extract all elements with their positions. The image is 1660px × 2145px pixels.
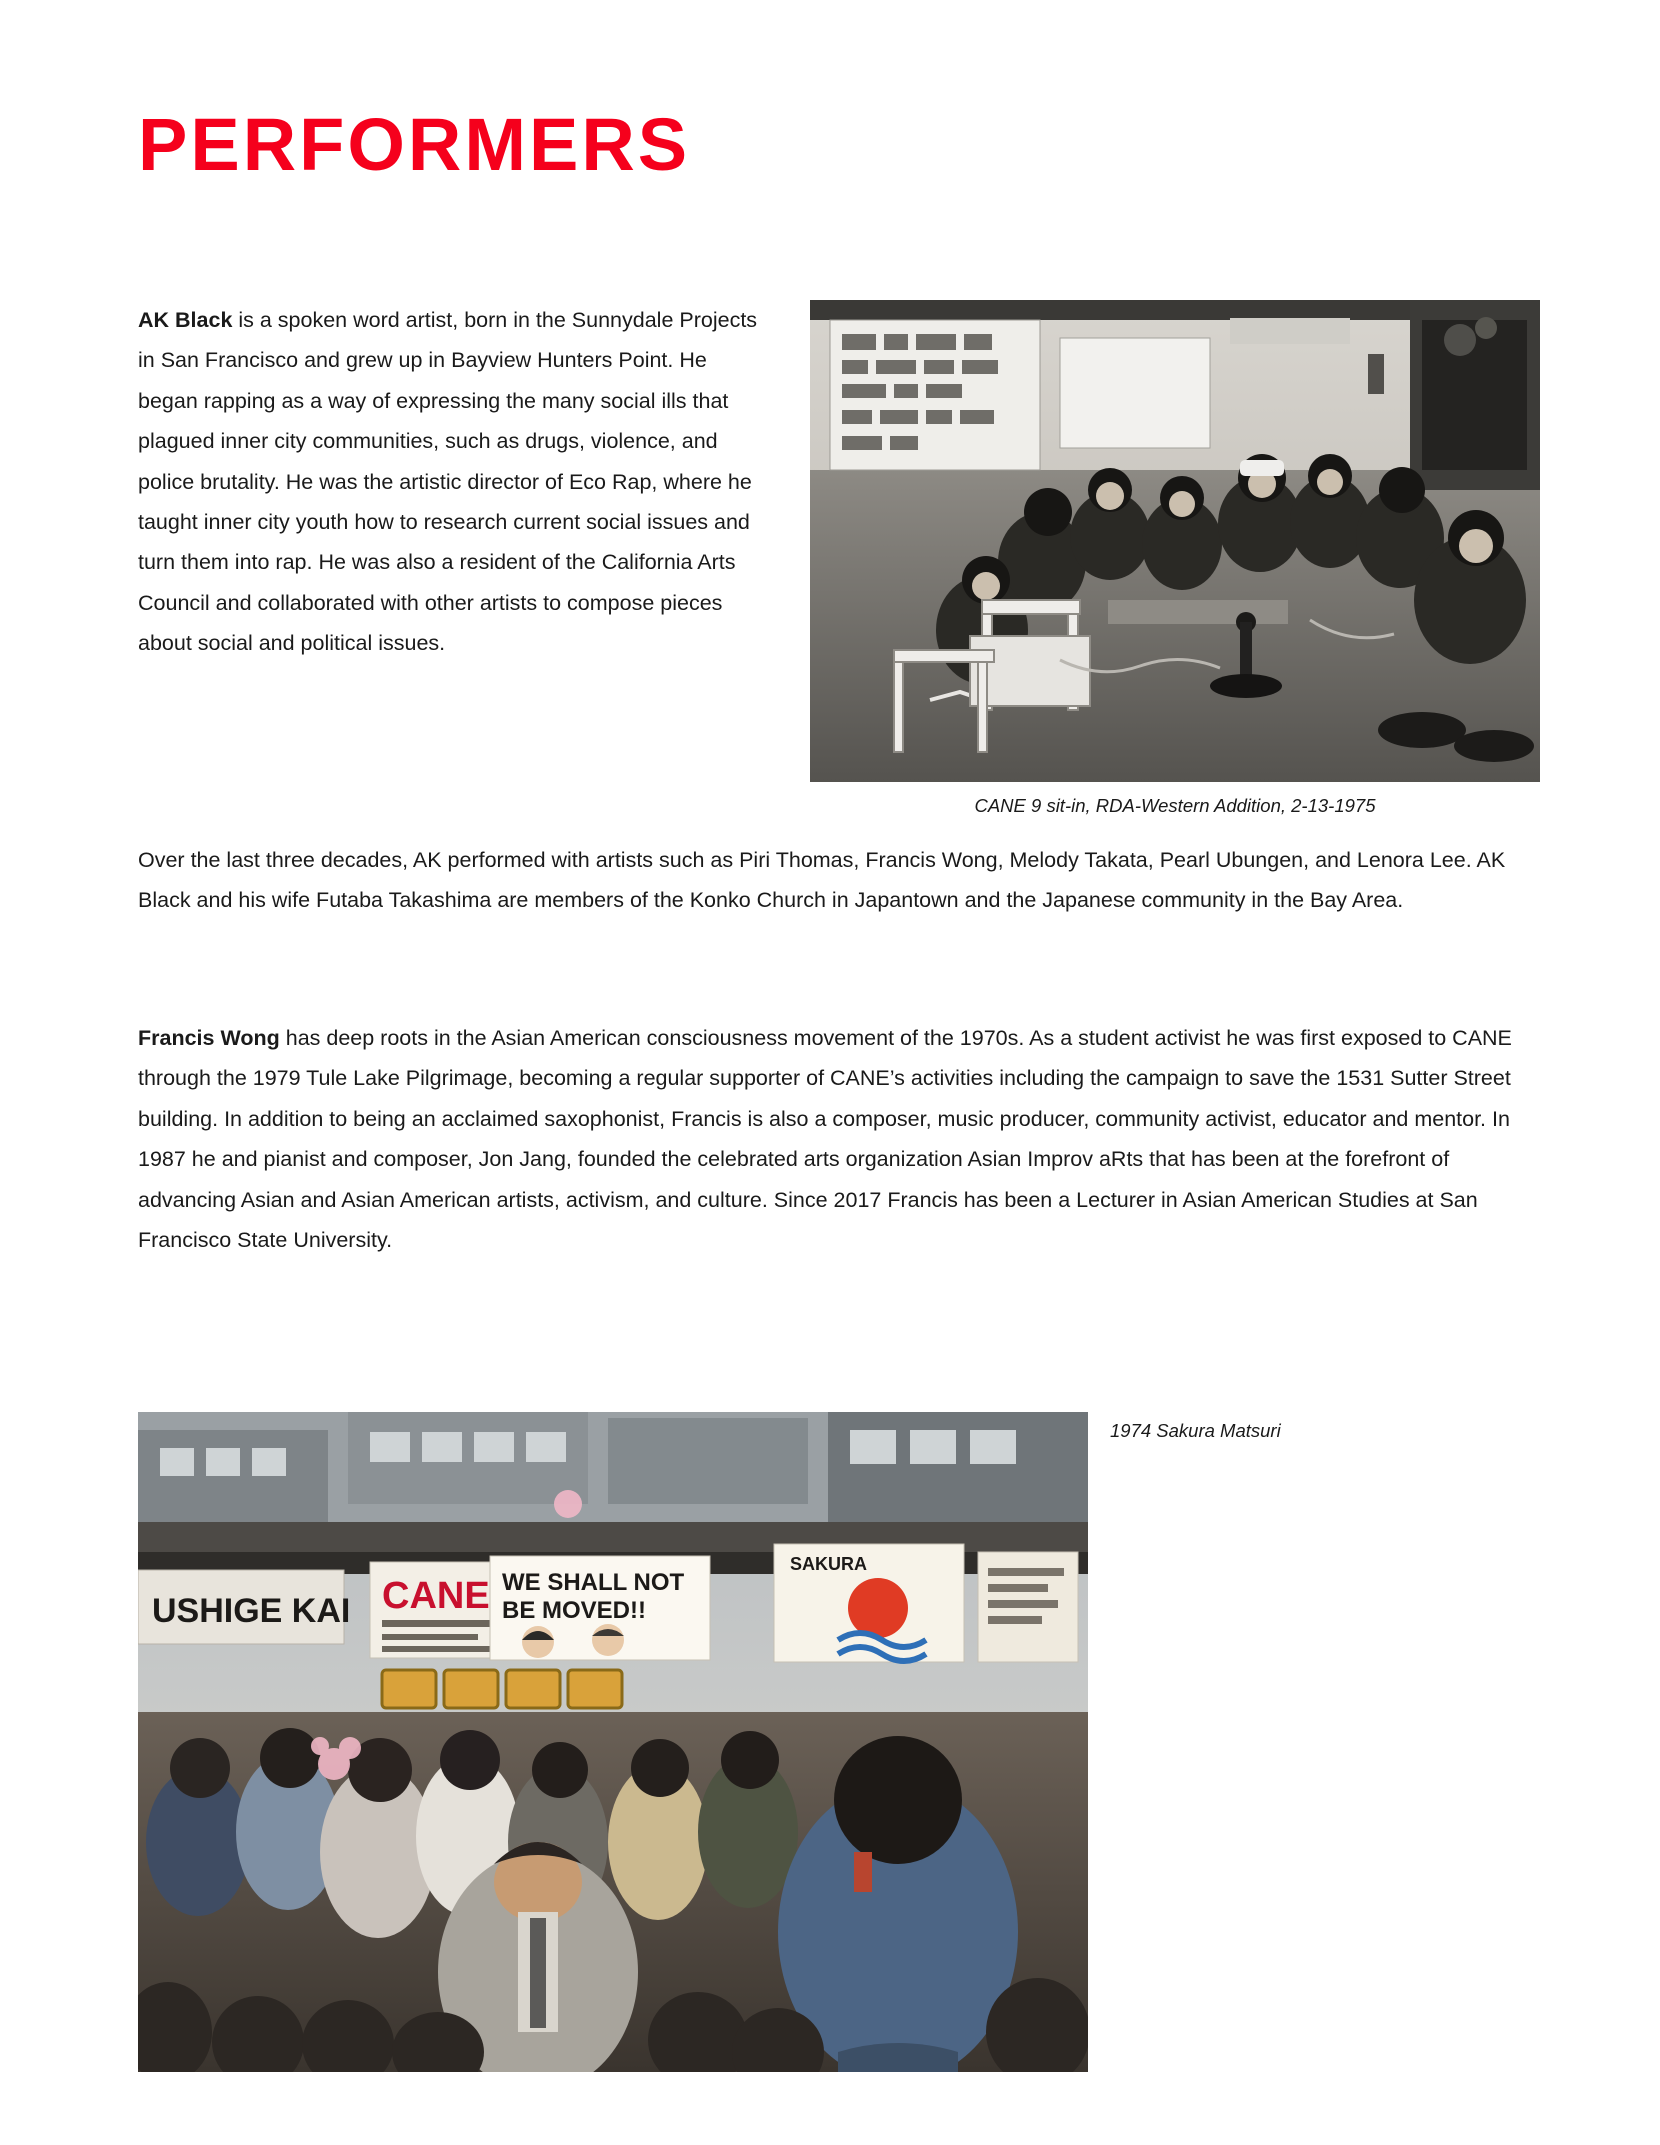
cane-9-sit-in-photo [810, 300, 1540, 782]
sakura-matsuri-caption: 1974 Sakura Matsuri [1110, 1420, 1281, 1441]
bio-francis-wong-body: has deep roots in the Asian American consciousness movement of the 1970s. As a student activist he was first exposed to CANE through the 1979 Tule Lake Pilgrimage, becoming a regular supporter of CANE’s activities including the campaign to save the 1531 Sutter Street building. In addition to being an acclaimed saxophonist, Francis is also a composer, music producer, community activist, educator and mentor. In 1987 he and pianist and composer, Jon Jang, founded the celebrated arts organization Asian Improv aRts that has been at the forefront of advancing Asian and Asian American artists, activism, and culture. Since 2017 Francis has been a Lecturer in Asian American Studies at San Francisco State University. [138, 1026, 1512, 1253]
svg-text:SAKURA: SAKURA [790, 1554, 868, 1574]
ak-black-paragraph-2: Over the last three decades, AK performed with artists such as Piri Thomas, Francis Wong, Melody Takata, Pearl Ubungen, and Lenora Lee. AK Black and his wife Futaba Takashima are members of the Konko Church in Japantown and the Japanese community in the Bay Area. [138, 848, 1506, 913]
bio-francis-wong-name: Francis Wong [138, 1026, 280, 1050]
bio-francis-wong-paragraph [138, 1018, 1528, 1260]
cane-9-sit-in-caption: CANE 9 sit-in, RDA-Western Addition, 2-13-1975 [974, 795, 1376, 816]
svg-text:BE MOVED!!: BE MOVED!! [502, 1597, 646, 1624]
sakura-matsuri-photo [138, 1412, 1088, 2072]
svg-text:WE SHALL NOT: WE SHALL NOT [502, 1569, 685, 1596]
bio-ak-black-paragraph [138, 300, 768, 664]
svg-text:CANE: CANE [382, 1575, 490, 1617]
svg-text:USHIGE KAI: USHIGE KAI [152, 1592, 351, 1630]
page-title: PERFORMERS [138, 103, 691, 186]
bio-ak-black-body: is a spoken word artist, born in the Sunnydale Projects in San Francisco and grew up in Bayview Hunters Point. He began rapping as a way of expressing the many social ills that plagued inner city communities, such as drugs, violence, and police brutality. He was the artistic director of Eco Rap, where he taught inner city youth how to research current social issues and turn them into rap. He was also a resident of the California Arts Council and collaborated with other artists to compose pieces about social and political issues. [138, 308, 758, 656]
bio-ak-black-name: AK Black [138, 308, 233, 332]
